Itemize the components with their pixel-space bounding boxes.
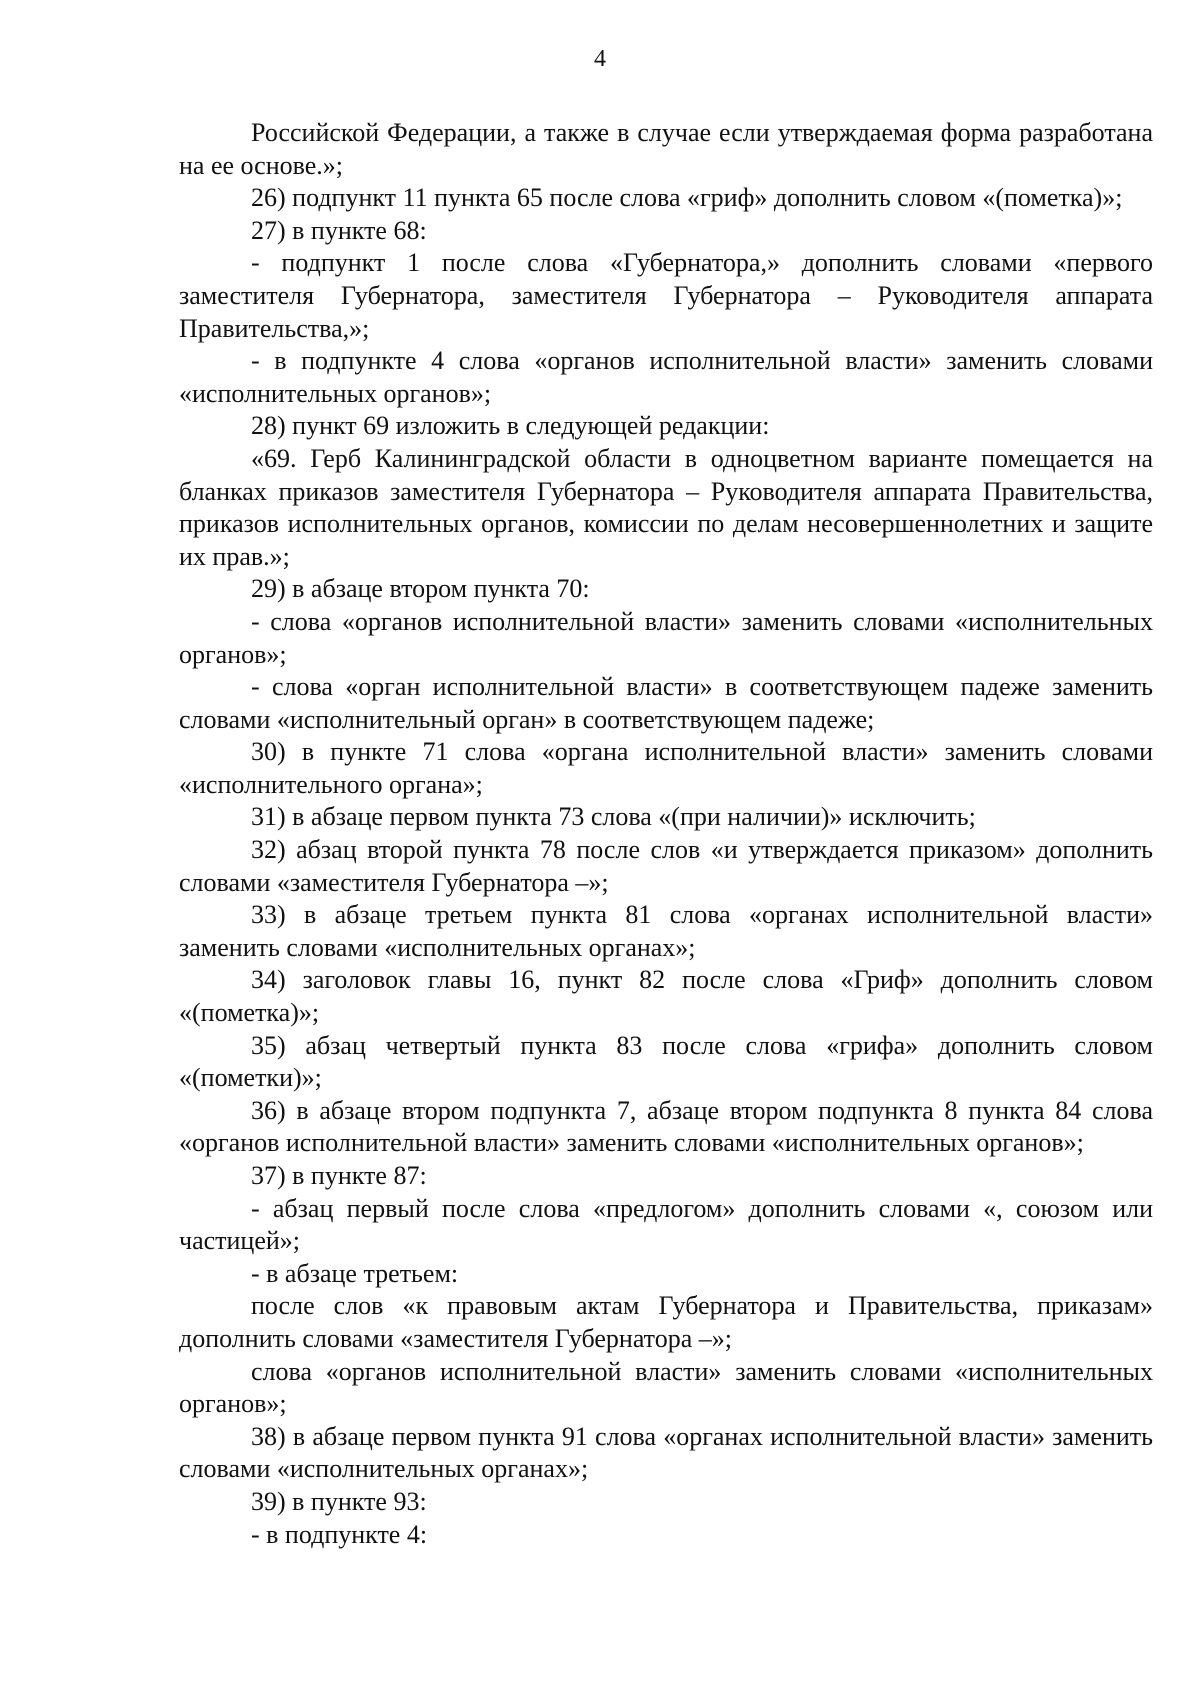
document-body <box>179 117 1153 1551</box>
paragraph: 33) в абзаце третьем пункта 81 слова «органах исполнительной власти» заменить словами «исполнительных органах»; <box>179 900 1153 962</box>
paragraph: - подпункт 1 после слова «Губернатора,» дополнить словами «первого заместителя Губернатора, заместителя Губернатора – Руководителя аппарата Правительства,»; <box>179 248 1153 343</box>
paragraph: 27) в пункте 68: <box>251 215 427 245</box>
page-number: 4 <box>594 46 606 72</box>
paragraph: «69. Герб Калининградской области в одноцветном варианте помещается на бланках приказов заместителя Губернатора – Руководителя аппарата Правительства, приказов исполнительных органов, комиссии по делам несовершеннолетних и защите их прав.»; <box>179 443 1153 571</box>
paragraph: - абзац первый после слова «предлогом» дополнить словами «, союзом или частицей»; <box>179 1193 1153 1256</box>
paragraph: - в абзаце третьем: <box>251 1258 459 1288</box>
paragraph: 31) в абзаце первом пункта 73 слова «(при наличии)» исключить; <box>251 802 976 832</box>
paragraph: 35) абзац четвертый пункта 83 после слова «грифа» дополнить словом «(пометки)»; <box>179 1030 1153 1093</box>
paragraph: - в подпункте 4 слова «органов исполнительной власти» заменить словами «исполнительных органов»; <box>179 346 1153 408</box>
paragraph: - слова «органов исполнительной власти» заменить словами «исполнительных органов»; <box>179 606 1153 669</box>
paragraph: 26) подпункт 11 пункта 65 после слова «гриф» дополнить словом «(пометка)»; <box>251 183 1123 213</box>
paragraph: - в подпункте 4: <box>251 1519 428 1549</box>
paragraph: 34) заголовок главы 16, пункт 82 после слова «Гриф» дополнить словом «(пометка)»; <box>179 965 1153 1028</box>
paragraph: после слов «к правовым актам Губернатора и Правительства, приказам» дополнить словами «заместителя Губернатора –»; <box>179 1291 1153 1353</box>
paragraph: 38) в абзаце первом пункта 91 слова «органах исполнительной власти» заменить словами «исполнительных органах»; <box>179 1421 1153 1484</box>
paragraph: 39) в пункте 93: <box>251 1486 427 1516</box>
paragraph: Российской Федерации, а также в случае если утверждаемая форма разработана на ее основе.»; <box>179 118 1153 180</box>
paragraph: 32) абзац второй пункта 78 после слов «и утверждается приказом» дополнить словами «заместителя Губернатора –»; <box>179 835 1153 897</box>
paragraph: 30) в пункте 71 слова «органа исполнительной власти» заменить словами «исполнительного органа»; <box>179 737 1153 799</box>
paragraph: 37) в пункте 87: <box>251 1161 427 1190</box>
paragraph: 36) в абзаце втором подпункта 7, абзаце втором подпункта 8 пункта 84 слова «органов исполнительной власти» заменить словами «исполнительных органов»; <box>179 1095 1153 1158</box>
paragraph: слова «органов исполнительной власти» заменить словами «исполнительных органов»; <box>179 1356 1153 1419</box>
paragraph: - слова «орган исполнительной власти» в соответствующем падеже заменить словами «исполнительный орган» в соответствующем падеже; <box>179 672 1153 734</box>
paragraph: 29) в абзаце втором пункта 70: <box>251 574 590 604</box>
paragraph: 28) пункт 69 изложить в следующей редакции: <box>251 411 770 441</box>
